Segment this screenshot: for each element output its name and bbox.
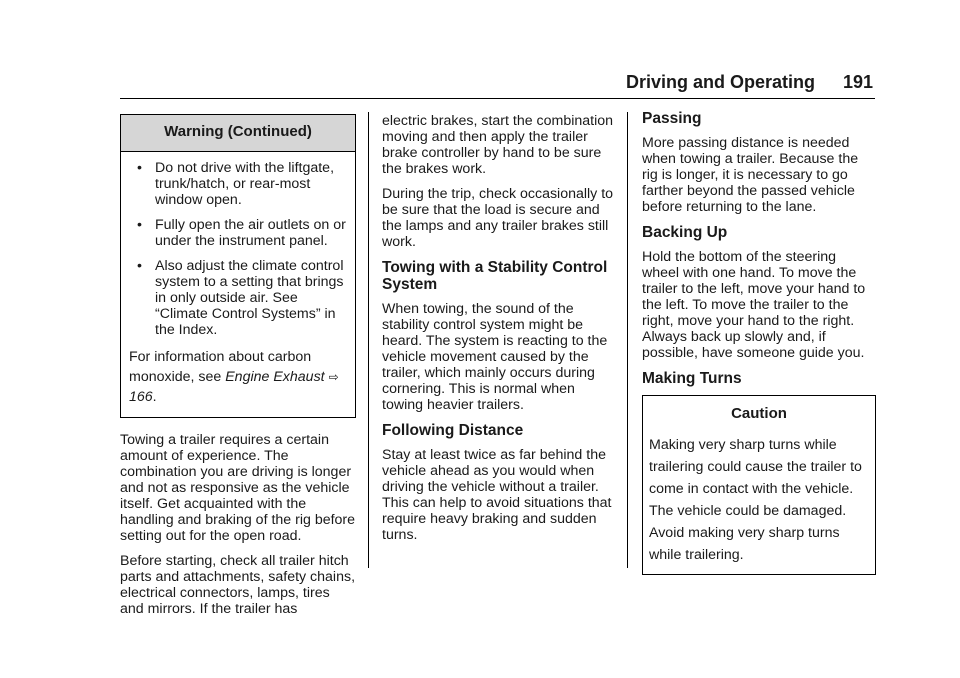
warning-bullet bbox=[129, 160, 347, 208]
stability-text: When towing, the sound of the stability control system might be heard. The system is reacting to the vehicle movement caused by the trailer, which mainly occurs during cornering. This is normal when towing heavier trailers. bbox=[382, 301, 608, 413]
page-header bbox=[120, 70, 875, 99]
page-number: 191 bbox=[842, 72, 873, 92]
paragraph: During the trip, check occasionally to be sure that the load is secure and the lamps and any trailer brakes still work. bbox=[382, 186, 614, 250]
following-heading: Following Distance bbox=[382, 422, 524, 439]
info-end: . bbox=[152, 389, 157, 405]
caution-body bbox=[643, 432, 875, 574]
column-divider-left bbox=[368, 112, 369, 568]
bullet-icon: • bbox=[137, 217, 142, 233]
caution-text: Making very sharp turns while trailering could cause the trailer to come in contact with the vehicle. The vehicle could be damaged. Avoid making very sharp turns while trailering. bbox=[649, 437, 862, 563]
engine-exhaust-link[interactable]: Engine Exhaust bbox=[225, 369, 325, 385]
bullet-text: Fully open the air outlets on or under the instrument panel. bbox=[155, 217, 346, 249]
right-column bbox=[642, 110, 876, 575]
warning-heading: Warning (Continued) bbox=[121, 115, 355, 152]
passing-heading: Passing bbox=[642, 110, 702, 127]
stability-heading: Towing with a Stability Control System bbox=[382, 259, 608, 293]
bullet-icon: • bbox=[137, 160, 142, 176]
warning-body bbox=[121, 152, 355, 417]
page-reference[interactable]: 166 bbox=[129, 389, 153, 405]
warning-bullet bbox=[129, 258, 347, 338]
following-text: Stay at least twice as far behind the vehicle ahead as you would when driving the vehicle without a trailer. This can help to avoid situations that require heavy braking and sudden turns. bbox=[382, 447, 612, 543]
warning-bullet bbox=[129, 217, 347, 249]
page-reference-icon: ⇨ bbox=[328, 370, 339, 384]
backing-text: Hold the bottom of the steering wheel with one hand. To move the trailer to the left, move your hand to the left. To move the trailer to the right, move your hand to the right. Always back up slowly and, if possible, have someone guide you. bbox=[642, 249, 866, 361]
warning-box bbox=[120, 114, 356, 418]
paragraph: electric brakes, start the combination moving and then apply the trailer brake controller by hand to be sure the brakes work. bbox=[382, 113, 614, 177]
passing-text: More passing distance is needed when towing a trailer. Because the rig is longer, it is necessary to go farther beyond the passed vehicle before returning to the lane. bbox=[642, 135, 859, 215]
carbon-monoxide-info bbox=[129, 347, 347, 407]
bullet-text: Also adjust the climate control system to a setting that brings in only outside air. See “Climate Control Systems” in the Index. bbox=[155, 258, 344, 338]
column-divider-right bbox=[627, 112, 628, 568]
turns-heading: Making Turns bbox=[642, 370, 742, 387]
paragraph: Towing a trailer requires a certain amount of experience. The combination you are driving is longer and not as responsive as the vehicle itself. Get acquainted with the handling and braking of the rig before setting out for the open road. bbox=[120, 432, 356, 544]
middle-column bbox=[382, 113, 618, 552]
bullet-icon: • bbox=[137, 258, 142, 274]
section-title: Driving and Operating bbox=[625, 72, 815, 92]
caution-box bbox=[642, 395, 876, 575]
info-text: For information about carbon monoxide, see bbox=[129, 349, 312, 385]
backing-heading: Backing Up bbox=[642, 224, 728, 241]
left-column bbox=[120, 114, 356, 626]
bullet-text: Do not drive with the liftgate, trunk/hatch, or rear-most window open. bbox=[155, 160, 335, 208]
paragraph: Before starting, check all trailer hitch parts and attachments, safety chains, electrical connectors, lamps, tires and mirrors. If the trailer has bbox=[120, 553, 356, 617]
caution-heading: Caution bbox=[731, 405, 787, 422]
